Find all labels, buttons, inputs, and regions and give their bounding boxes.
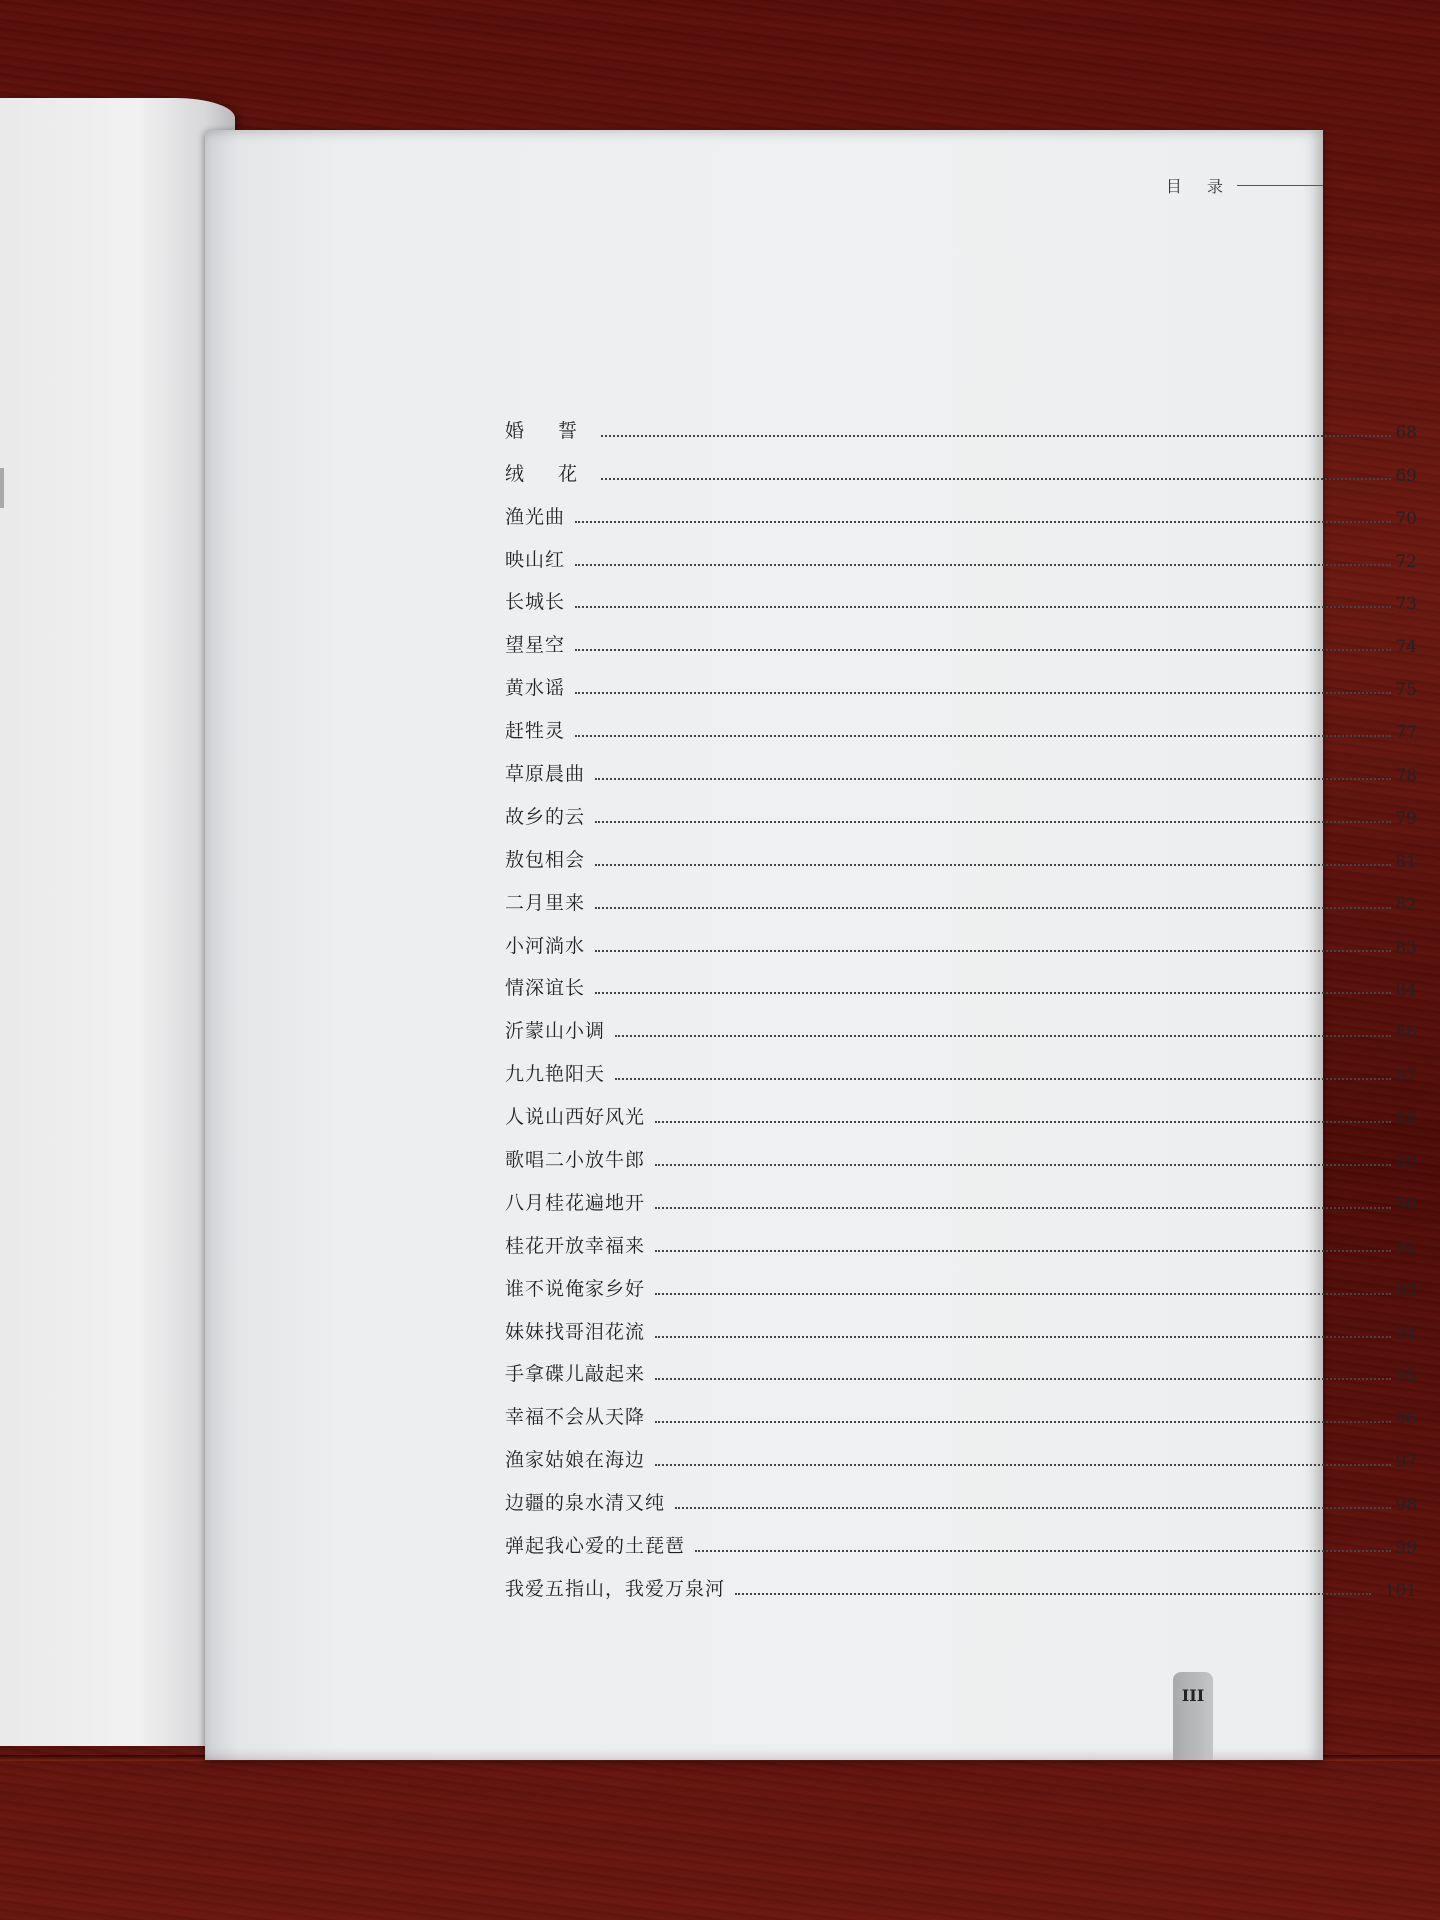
toc-entry	[505, 1129, 1417, 1172]
toc-entry	[505, 529, 1417, 572]
toc-dot-leader	[595, 991, 1391, 994]
toc-dot-leader	[615, 1034, 1391, 1037]
toc-entry	[505, 743, 1417, 786]
toc-entry	[505, 958, 1417, 1001]
toc-entry-title: 沂蒙山小调	[505, 1020, 606, 1043]
toc-entry-title: 桂花开放幸福来	[505, 1234, 646, 1257]
toc-entry-page: 83	[1395, 937, 1417, 958]
toc-entry-title: 九九艳阳天	[505, 1063, 606, 1086]
toc-entry-title: 情深谊长	[505, 977, 586, 1000]
toc-entry-page: 90	[1395, 1194, 1417, 1215]
toc-entry	[505, 1258, 1417, 1301]
toc-dot-leader	[655, 1249, 1391, 1252]
toc-entry-page: 88	[1395, 1109, 1417, 1130]
toc-dot-leader	[655, 1292, 1391, 1295]
toc-entry	[505, 829, 1417, 872]
toc-entry-title: 望星空	[505, 634, 566, 657]
toc-entry-title: 敖包相会	[505, 848, 586, 871]
toc-entry-page: 77	[1395, 723, 1417, 744]
toc-entry-page: 69	[1395, 465, 1417, 486]
toc-entry-page: 97	[1395, 1452, 1417, 1473]
page-number-tab	[1173, 1672, 1213, 1760]
toc-entry	[505, 443, 1417, 486]
toc-entry-page: 68	[1395, 422, 1417, 443]
toc-entry-title: 人说山西好风光	[505, 1106, 646, 1129]
toc-entry	[505, 1172, 1417, 1215]
toc-entry	[505, 1301, 1417, 1344]
toc-dot-leader	[735, 1592, 1371, 1595]
toc-dot-leader	[601, 434, 1391, 437]
toc-dot-leader	[601, 477, 1391, 480]
toc-entry	[505, 786, 1417, 829]
toc-dot-leader	[575, 734, 1391, 737]
toc-entry	[505, 1344, 1417, 1387]
toc-dot-leader	[655, 1120, 1391, 1123]
toc-dot-leader	[695, 1549, 1391, 1552]
toc-dot-leader	[575, 563, 1391, 566]
toc-dot-leader	[655, 1377, 1391, 1380]
toc-entry-title: 赶牲灵	[505, 720, 566, 743]
toc-entry	[505, 1472, 1417, 1515]
toc-entry-title: 妹妹找哥泪花流	[505, 1320, 646, 1343]
toc-entry	[505, 614, 1417, 657]
toc-entry-title: 映山红	[505, 548, 566, 571]
header-rule	[1237, 185, 1323, 186]
toc-entry	[505, 1086, 1417, 1129]
left-page	[0, 98, 235, 1746]
toc-dot-leader	[595, 906, 1391, 909]
toc-entry	[505, 572, 1417, 615]
left-page-tab	[0, 468, 4, 508]
toc-entry-page: 86	[1395, 1023, 1417, 1044]
toc-entry-title: 故乡的云	[505, 805, 586, 828]
toc-entry-page: 101	[1384, 1580, 1417, 1601]
toc-entry-page: 98	[1395, 1495, 1417, 1516]
toc-dot-leader	[655, 1463, 1391, 1466]
toc-entry	[505, 486, 1417, 529]
toc-entry-title: 八月桂花遍地开	[505, 1191, 646, 1214]
toc-entry-page: 82	[1395, 894, 1417, 915]
toc-dot-leader	[595, 820, 1391, 823]
toc-entry-page: 94	[1395, 1323, 1417, 1344]
toc-dot-leader	[675, 1506, 1391, 1509]
toc-entry-title: 渔家姑娘在海边	[505, 1449, 646, 1472]
toc-entry-title: 婚 誓	[505, 419, 592, 442]
page-header	[1166, 174, 1323, 197]
right-page	[205, 130, 1417, 1760]
toc-entry-title: 谁不说俺家乡好	[505, 1277, 646, 1300]
toc-entry-page: 75	[1395, 680, 1417, 701]
toc-entry-title: 黄水谣	[505, 677, 566, 700]
toc-entry	[505, 1558, 1417, 1601]
toc-dot-leader	[655, 1163, 1391, 1166]
toc-entry	[505, 657, 1417, 700]
toc-dot-leader	[595, 949, 1391, 952]
toc-entry-title: 幸福不会从天降	[505, 1406, 646, 1429]
toc-dot-leader	[655, 1206, 1391, 1209]
toc-entry	[505, 1043, 1417, 1086]
page-number: III	[1181, 1686, 1205, 1705]
toc-entry-title: 二月里来	[505, 891, 586, 914]
toc-dot-leader	[615, 1077, 1391, 1080]
toc-entry-page: 91	[1395, 1237, 1417, 1258]
toc-entry-page: 87	[1395, 1066, 1417, 1087]
toc-entry-title: 我爱五指山，我爱万泉河	[505, 1577, 726, 1600]
toc-dot-leader	[575, 648, 1391, 651]
toc-entry	[505, 1215, 1417, 1258]
toc-entry-title: 小河淌水	[505, 934, 586, 957]
toc-entry-page: 72	[1395, 551, 1417, 572]
toc-dot-leader	[655, 1420, 1391, 1423]
toc-entry-page: 81	[1395, 851, 1417, 872]
toc-entry-title: 长城长	[505, 591, 566, 614]
toc-entry-title: 歌唱二小放牛郎	[505, 1149, 646, 1172]
toc-entry-title: 边疆的泉水清又纯	[505, 1492, 666, 1515]
toc-dot-leader	[575, 520, 1391, 523]
toc-entry	[505, 1386, 1417, 1429]
toc-entry-page: 84	[1395, 980, 1417, 1001]
toc-entry	[505, 1515, 1417, 1558]
toc-entry-page: 95	[1395, 1366, 1417, 1387]
toc-entry	[505, 700, 1417, 743]
toc-entry	[505, 915, 1417, 958]
toc-entry-page: 79	[1395, 808, 1417, 829]
toc-entry-page: 74	[1395, 637, 1417, 658]
toc-entry	[505, 1000, 1417, 1043]
toc-dot-leader	[575, 691, 1391, 694]
toc-dot-leader	[595, 777, 1391, 780]
toc-entry	[505, 1429, 1417, 1472]
toc-entry-title: 绒 花	[505, 462, 592, 485]
toc-dot-leader	[655, 1335, 1391, 1338]
toc-entry	[505, 400, 1417, 443]
header-title: 目 录	[1165, 177, 1233, 196]
toc-dot-leader	[575, 605, 1391, 608]
toc-entry-page: 99	[1395, 1538, 1417, 1559]
toc-entry-page: 89	[1395, 1152, 1417, 1173]
table-of-contents	[505, 400, 1417, 1601]
toc-entry-title: 手拿碟儿敲起来	[505, 1363, 646, 1386]
toc-entry-title: 草原晨曲	[505, 763, 586, 786]
toc-entry-page: 70	[1395, 508, 1417, 529]
toc-dot-leader	[595, 863, 1391, 866]
toc-entry-page: 96	[1395, 1409, 1417, 1430]
toc-entry-title: 弹起我心爱的土琵琶	[505, 1535, 686, 1558]
toc-entry-title: 渔光曲	[505, 505, 566, 528]
toc-entry-page: 93	[1395, 1280, 1417, 1301]
toc-entry-page: 73	[1395, 594, 1417, 615]
toc-entry	[505, 872, 1417, 915]
toc-entry-page: 78	[1395, 766, 1417, 787]
